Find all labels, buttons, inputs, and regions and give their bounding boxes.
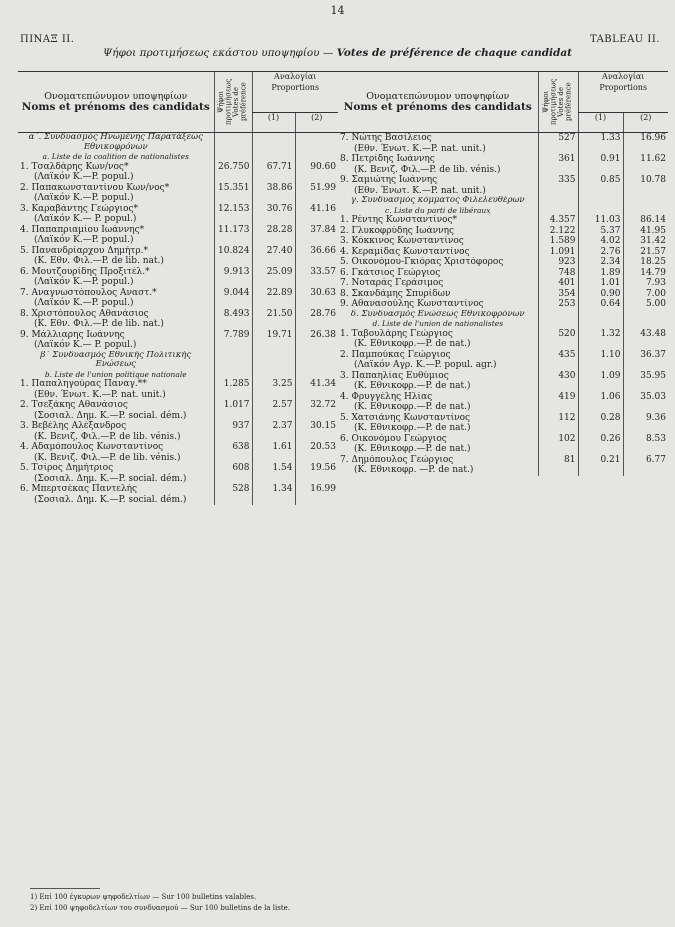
right-table <box>338 71 668 476</box>
candidate-name: 1. Παπαληγούρας Παναγ.** <box>20 379 147 389</box>
section-title: γ. Συνδυασμός κόμματος Φιλελευθέρων <box>350 196 525 205</box>
proportion-2-cell: 11.62 <box>623 154 668 175</box>
proportion-1-cell: 2.76 <box>578 247 623 258</box>
candidate-party: (Λαϊκόν K.— P. popul.) <box>34 214 137 224</box>
proportion-1-cell: 1.06 <box>578 392 623 413</box>
candidate-row <box>338 434 668 455</box>
table-label-french: TABLEAU II. <box>589 34 660 45</box>
section-subtitle: c. Liste du parti de libéraux <box>385 205 491 215</box>
proportion-2-cell: 30.15 <box>295 421 338 442</box>
candidate-cell <box>18 379 214 400</box>
candidate-row <box>338 257 668 268</box>
candidate-row <box>338 133 668 155</box>
candidate-row <box>338 175 668 196</box>
candidate-cell <box>338 455 538 476</box>
candidate-cell <box>338 289 538 300</box>
candidate-name: 3. Παπαηλίας Ευθύμιος <box>340 370 449 381</box>
votes-cell: 527 <box>538 133 578 155</box>
proportion-2-cell: 19.56 <box>295 463 338 484</box>
proportion-2-cell: 90.60 <box>295 162 338 183</box>
proportion-1-cell: 25.09 <box>252 267 295 288</box>
empty-cell <box>214 351 252 380</box>
candidate-row <box>338 329 668 350</box>
candidate-row <box>18 267 338 288</box>
candidate-row <box>338 226 668 237</box>
candidate-cell <box>338 371 538 392</box>
candidate-row <box>18 162 338 183</box>
subtitle-separator: — <box>319 47 337 59</box>
candidate-party: (Λαϊκόν K.—P. popul.) <box>34 298 134 308</box>
votes-header <box>214 72 252 133</box>
candidate-cell <box>338 154 538 175</box>
candidate-party: (K. Εθνικοφρ.—P. de nat.) <box>354 444 471 454</box>
candidate-name: 4. Κεραμίδας Κωνσταντίνος <box>340 246 470 257</box>
votes-cell: 1.589 <box>538 236 578 247</box>
candidate-cell <box>18 421 214 442</box>
votes-cell: 12.153 <box>214 204 252 225</box>
votes-cell: 435 <box>538 350 578 371</box>
proportion-2-cell: 16.96 <box>623 133 668 155</box>
proportion-1-cell: 3.25 <box>252 379 295 400</box>
candidate-name: 2. Γλυκοφρύδης Ιωάννης <box>340 225 455 236</box>
subtitle-french: Votes de préférence de chaque candidat <box>336 47 573 59</box>
proportion-2-cell: 36.37 <box>623 350 668 371</box>
votes-cell: 9.913 <box>214 267 252 288</box>
candidate-name: 6. Μουτζουρίδης Προξιτέλ.* <box>20 266 150 277</box>
votes-cell: 4.357 <box>538 215 578 226</box>
candidate-cell <box>338 247 538 258</box>
candidate-name: 7. Νώτης Βασίλειος <box>340 133 432 143</box>
proportion-2-header: (2) <box>295 113 338 133</box>
proportion-2-cell: 35.95 <box>623 371 668 392</box>
proportion-1-cell: 28.28 <box>252 225 295 246</box>
candidate-name: 8. Πετρίδης Ιωάννης <box>340 154 435 164</box>
votes-cell: 638 <box>214 442 252 463</box>
names-header <box>338 72 538 133</box>
candidate-name: 5. Χατσιάνης Κωνσταντίνος <box>340 412 471 423</box>
proportion-1-header: (1) <box>252 113 295 133</box>
candidate-cell <box>338 434 538 455</box>
candidate-name: 5. Οικονόμου-Γκιόρας Χριστόφορος <box>340 257 504 267</box>
empty-cell <box>295 133 338 162</box>
section-title: α΄. Συνδυασμός Ηνωμένης Παρατάξεως Εθνικοφρόνων <box>28 132 203 152</box>
votes-cell: 8.493 <box>214 309 252 330</box>
votes-cell: 7.789 <box>214 330 252 351</box>
votes-cell: 608 <box>214 463 252 484</box>
candidate-party: (Λαϊκόν K.—P. popul.) <box>34 172 134 182</box>
proportion-2-cell: 26.38 <box>295 330 338 351</box>
section-heading <box>338 310 538 329</box>
candidate-party: (K. Βενιζ. Φιλ.—P. de lib. vénis.) <box>34 452 181 463</box>
empty-cell <box>538 196 578 215</box>
proportion-1-cell: 4.02 <box>578 236 623 247</box>
names-header-french: Noms et prénoms des candidats <box>343 101 532 113</box>
candidate-party: (Εθν. Ένωτ. K.—P. nat. unit.) <box>354 143 486 154</box>
candidate-party: (Σοσιαλ. Δημ. K.—P. social. dém.) <box>34 473 187 484</box>
candidate-name: 7. Δημόπουλος Γεώργιος <box>340 454 454 465</box>
proportion-1-cell: 5.37 <box>578 226 623 237</box>
left-table <box>18 71 338 505</box>
proportion-1-cell: 2.57 <box>252 400 295 421</box>
names-header <box>18 72 214 133</box>
proportion-1-cell: 19.71 <box>252 330 295 351</box>
section-title: β΄ Συνδυασμός Εθνικής Πολιτικής Ενώσεως <box>40 350 192 369</box>
proportion-1-cell: 0.85 <box>578 175 623 196</box>
candidate-cell <box>338 278 538 289</box>
candidate-name: 2. Τσεξάκης Αθανάσιος <box>20 400 128 410</box>
candidate-row <box>18 463 338 484</box>
candidate-row <box>338 392 668 413</box>
proportion-2-cell: 31.42 <box>623 236 668 247</box>
candidate-cell <box>18 246 214 267</box>
votes-cell: 528 <box>214 484 252 505</box>
candidate-party: (K. Εθνικοφρ. —P. de nat.) <box>354 465 474 475</box>
candidate-row <box>18 442 338 463</box>
candidate-cell <box>338 329 538 350</box>
candidate-name: 9. Μάλλιαρης Ιωάννης <box>20 329 125 340</box>
subtitle-greek: Ψήφοι προτιμήσεως εκάστου υποψηφίου <box>102 47 320 59</box>
candidate-cell <box>338 299 538 310</box>
proportion-2-cell: 10.78 <box>623 175 668 196</box>
proportion-2-cell: 14.79 <box>623 268 668 279</box>
candidate-party: (K. Εθν. Φιλ.—P. de lib. nat.) <box>34 319 164 329</box>
section-row <box>338 196 668 215</box>
candidate-name: 6. Οικονόμου Γεώργιος <box>340 433 447 444</box>
section-subtitle: a. Liste de la coalition de nationalistes <box>42 152 189 161</box>
left-table-body <box>18 133 338 506</box>
candidate-party: (Λαϊκόν K.—P. popul.) <box>34 235 134 245</box>
candidate-row <box>338 236 668 247</box>
candidate-cell <box>18 204 214 225</box>
candidate-row <box>18 288 338 309</box>
proportion-2-cell: 30.63 <box>295 288 338 309</box>
candidate-row <box>338 371 668 392</box>
proportion-2-cell: 16.99 <box>295 484 338 505</box>
names-header-greek: Ονοματεπώνυμον υποψηφίων <box>44 90 188 102</box>
proportion-2-cell: 8.53 <box>623 434 668 455</box>
candidate-name: 6. Μπερτσέκας Παντελής <box>20 484 138 494</box>
proportions-header: Αναλογίαι Proportions <box>578 72 668 113</box>
proportion-1-cell: 0.26 <box>578 434 623 455</box>
footnote-1: 1) Επί 100 έγκυρων ψηφοδελτίων — Sur 100 bulletins valables. <box>30 893 257 901</box>
candidate-name: 4. Παπαπριαμίου Ιωάννης* <box>20 224 145 235</box>
candidate-party: (Εθν. Ένωτ. K.—P. nat. unit.) <box>354 185 486 196</box>
proportion-2-cell: 43.48 <box>623 329 668 350</box>
candidate-cell <box>338 133 538 155</box>
candidate-cell <box>338 175 538 196</box>
candidate-row <box>338 215 668 226</box>
proportion-2-cell: 20.53 <box>295 442 338 463</box>
candidate-name: 3. Βεβέλης Αλέξανδρος <box>20 421 127 431</box>
votes-cell: 361 <box>538 154 578 175</box>
proportion-1-cell: 0.90 <box>578 289 623 300</box>
candidate-cell <box>338 268 538 279</box>
proportion-2-cell: 35.03 <box>623 392 668 413</box>
candidate-cell <box>18 309 214 330</box>
candidate-name: 2. Παμπούκας Γεώργιος <box>340 349 451 360</box>
candidate-row <box>338 299 668 310</box>
candidate-name: 1. Ταβουλάρης Γεώργιος <box>340 328 453 339</box>
proportion-1-cell: 27.40 <box>252 246 295 267</box>
names-header-french: Noms et prénoms des candidats <box>21 101 210 113</box>
proportion-1-cell: 30.76 <box>252 204 295 225</box>
footnote-rule <box>30 888 100 889</box>
candidate-row <box>18 204 338 225</box>
candidate-cell <box>18 484 214 505</box>
proportion-1-cell: 2.37 <box>252 421 295 442</box>
votes-cell: 10.824 <box>214 246 252 267</box>
proportion-2-cell: 41.34 <box>295 379 338 400</box>
empty-cell <box>623 310 668 329</box>
candidate-party: (K. Εθν. Φιλ.—P. de lib. nat.) <box>34 256 164 266</box>
proportion-1-cell: 1.09 <box>578 371 623 392</box>
candidate-cell <box>338 215 538 226</box>
empty-cell <box>214 133 252 162</box>
section-title: δ. Συνδυασμός Ενώσεως Εθνικοφρόνων <box>350 309 525 319</box>
proportion-1-cell: 1.61 <box>252 442 295 463</box>
votes-cell: 11.173 <box>214 225 252 246</box>
candidate-cell <box>18 162 214 183</box>
proportion-1-cell: 0.64 <box>578 299 623 310</box>
candidate-row <box>338 289 668 300</box>
proportion-2-cell: 7.00 <box>623 289 668 300</box>
votes-cell: 923 <box>538 257 578 268</box>
section-subtitle: b. Liste de l'union politique nationale <box>44 369 187 379</box>
candidate-row <box>338 350 668 371</box>
candidate-name: 7. Νοταράς Γεράσιμος <box>340 278 444 288</box>
section-row <box>18 351 338 380</box>
candidate-party: (K. Εθνικοφρ.—P. de nat.) <box>354 423 471 433</box>
candidate-name: 6. Γκάτσιος Γεώργιος <box>340 267 441 278</box>
candidate-party: (K. Εθνικοφρ.—P. de nat.) <box>354 402 471 412</box>
proportion-1-cell: 0.91 <box>578 154 623 175</box>
candidate-row <box>18 379 338 400</box>
candidate-name: 3. Καραβάντης Γεώργιος* <box>20 203 139 214</box>
candidate-cell <box>338 392 538 413</box>
candidate-row <box>18 246 338 267</box>
proportion-2-cell: 21.57 <box>623 247 668 258</box>
table-subtitle <box>0 47 675 59</box>
candidate-row <box>18 400 338 421</box>
votes-cell: 15.351 <box>214 183 252 204</box>
candidate-name: 4. Αδαμόπουλος Κωνσταντίνος <box>20 442 164 452</box>
proportion-2-header: (2) <box>623 113 668 133</box>
section-subtitle: d. Liste de l'union de nationalistes <box>372 319 504 328</box>
proportion-1-cell: 0.28 <box>578 413 623 434</box>
proportion-2-cell: 32.72 <box>295 400 338 421</box>
proportion-1-cell: 1.33 <box>578 133 623 155</box>
footnote-2: 2) Επί 100 ψηφοδελτίων του συνδυασμού — Sur 100 bulletins de la liste. <box>30 904 291 912</box>
section-row <box>18 133 338 162</box>
candidate-party: (K. Εθνικοφρ.—P. de nat.) <box>354 381 471 391</box>
votes-cell: 9.044 <box>214 288 252 309</box>
proportion-1-header: (1) <box>578 113 623 133</box>
empty-cell <box>252 133 295 162</box>
candidate-row <box>338 455 668 476</box>
page-number: 14 <box>330 4 345 17</box>
candidate-row <box>18 421 338 442</box>
candidate-row <box>338 268 668 279</box>
candidate-name: 8. Σκανδάμης Σπυρίδων <box>340 288 451 299</box>
section-row <box>338 310 668 329</box>
votes-cell: 26.750 <box>214 162 252 183</box>
proportion-1-cell: 11.03 <box>578 215 623 226</box>
votes-cell: 937 <box>214 421 252 442</box>
votes-header-label: Ψήφοι προτιμήσεως Votes de préférence <box>217 78 248 126</box>
candidate-name: 5. Πανανδρίαρχου Δημήτρ.* <box>20 245 148 256</box>
proportion-1-cell: 1.10 <box>578 350 623 371</box>
proportion-1-cell: 1.32 <box>578 329 623 350</box>
votes-cell: 748 <box>538 268 578 279</box>
candidate-party: (Εθν. Ένωτ. K.—P. nat. unit.) <box>34 389 166 400</box>
names-header-greek: Ονοματεπώνυμον υποψηφίων <box>366 90 510 102</box>
proportion-2-cell: 9.36 <box>623 413 668 434</box>
candidate-name: 9. Αθανασούλης Κωνσταντίνος <box>340 299 484 309</box>
proportion-2-cell: 51.99 <box>295 183 338 204</box>
candidate-row <box>338 278 668 289</box>
proportion-1-cell: 22.89 <box>252 288 295 309</box>
candidate-row <box>18 225 338 246</box>
candidate-cell <box>338 413 538 434</box>
candidate-cell <box>18 400 214 421</box>
proportion-2-cell: 7.93 <box>623 278 668 289</box>
candidate-cell <box>338 236 538 247</box>
candidate-row <box>18 484 338 505</box>
candidate-cell <box>18 225 214 246</box>
proportion-1-cell: 67.71 <box>252 162 295 183</box>
votes-header-label: Ψήφοι προτιμήσεως Votes de préférence <box>542 78 573 126</box>
proportion-1-cell: 1.89 <box>578 268 623 279</box>
proportion-2-cell: 41.16 <box>295 204 338 225</box>
candidate-party: (K. Βενιζ. Φιλ.—P. de lib. vénis.) <box>34 431 181 442</box>
candidate-party: (K. Εθνικοφρ.—P. de nat.) <box>354 339 471 349</box>
proportion-2-cell: 18.25 <box>623 257 668 268</box>
candidate-party: (Λαϊκόν K.—P. popul.) <box>34 193 134 203</box>
candidate-cell <box>338 350 538 371</box>
candidate-name: 4. Φρυγγέλης Ηλίας <box>340 391 433 402</box>
candidate-name: 1. Ρέντης Κωνσταντίνος* <box>340 215 458 225</box>
candidate-name: 8. Χριστόπουλος Αθανάσιος <box>20 308 149 319</box>
proportion-1-cell: 38.86 <box>252 183 295 204</box>
candidate-name: 7. Αναγνωστόπουλος Αναστ.* <box>20 287 157 298</box>
candidate-cell <box>18 267 214 288</box>
candidate-party: (Λαϊκόν K.—P. popul.) <box>34 277 134 287</box>
proportion-1-cell: 0.21 <box>578 455 623 476</box>
empty-cell <box>578 310 623 329</box>
candidate-cell <box>18 288 214 309</box>
candidate-cell <box>18 442 214 463</box>
votes-cell: 112 <box>538 413 578 434</box>
votes-cell: 1.017 <box>214 400 252 421</box>
candidate-name: 2. Παπακωνσταντίνου Κων/νος* <box>20 182 170 193</box>
proportion-2-cell: 5.00 <box>623 299 668 310</box>
candidate-party: (Σοσιαλ. Δημ. K.—P. social. dém.) <box>34 494 187 505</box>
empty-cell <box>252 351 295 380</box>
candidate-cell <box>338 257 538 268</box>
candidate-party: (Σοσιαλ. Δημ. K.—P. social. dém.) <box>34 410 187 421</box>
votes-cell: 520 <box>538 329 578 350</box>
empty-cell <box>538 310 578 329</box>
candidate-row <box>18 183 338 204</box>
candidate-row <box>338 154 668 175</box>
candidate-name: 9. Σαμιώτης Ιωάννης <box>340 175 438 185</box>
candidate-name: 3. Κόκκινος Κωνσταντίνος <box>340 236 464 246</box>
votes-cell: 1.285 <box>214 379 252 400</box>
candidate-party: (K. Βενιζ. Φιλ.—P. de lib. vénis.) <box>354 164 501 175</box>
section-heading <box>338 196 538 215</box>
proportions-header: Αναλογίαι Proportions <box>252 72 338 113</box>
candidate-cell <box>18 463 214 484</box>
candidate-name: 1. Τσαλδάρης Κων/νος* <box>20 161 129 172</box>
section-heading <box>18 351 214 380</box>
candidate-row <box>18 309 338 330</box>
proportion-1-cell: 1.34 <box>252 484 295 505</box>
votes-cell: 1.091 <box>538 247 578 258</box>
candidate-cell <box>18 330 214 351</box>
proportion-1-cell: 1.01 <box>578 278 623 289</box>
votes-cell: 401 <box>538 278 578 289</box>
right-table-body <box>338 133 668 476</box>
votes-header <box>538 72 578 133</box>
proportion-2-cell: 41.95 <box>623 226 668 237</box>
votes-cell: 430 <box>538 371 578 392</box>
candidate-name: 5. Τσίρος Δημήτριος <box>20 463 114 473</box>
candidate-cell <box>18 183 214 204</box>
candidate-cell <box>338 226 538 237</box>
proportion-1-cell: 1.54 <box>252 463 295 484</box>
candidate-party: (Λαϊκόν K.— P. popul.) <box>34 340 137 350</box>
votes-cell: 335 <box>538 175 578 196</box>
votes-cell: 81 <box>538 455 578 476</box>
table-label-greek: ΠΙΝΑΞ II. <box>20 34 75 45</box>
empty-cell <box>578 196 623 215</box>
empty-cell <box>623 196 668 215</box>
proportion-1-cell: 2.34 <box>578 257 623 268</box>
candidate-party: (Λαϊκόν Αγρ. K.—P. popul. agr.) <box>354 360 497 370</box>
section-heading <box>18 133 214 162</box>
votes-cell: 102 <box>538 434 578 455</box>
votes-cell: 354 <box>538 289 578 300</box>
proportion-2-cell: 86.14 <box>623 215 668 226</box>
votes-cell: 253 <box>538 299 578 310</box>
proportion-2-cell: 33.57 <box>295 267 338 288</box>
empty-cell <box>295 351 338 380</box>
votes-cell: 2.122 <box>538 226 578 237</box>
proportion-2-cell: 36.66 <box>295 246 338 267</box>
proportion-2-cell: 6.77 <box>623 455 668 476</box>
proportion-2-cell: 28.76 <box>295 309 338 330</box>
votes-cell: 419 <box>538 392 578 413</box>
candidate-row <box>338 247 668 258</box>
candidate-row <box>18 330 338 351</box>
proportion-1-cell: 21.50 <box>252 309 295 330</box>
candidate-row <box>338 413 668 434</box>
proportion-2-cell: 37.84 <box>295 225 338 246</box>
